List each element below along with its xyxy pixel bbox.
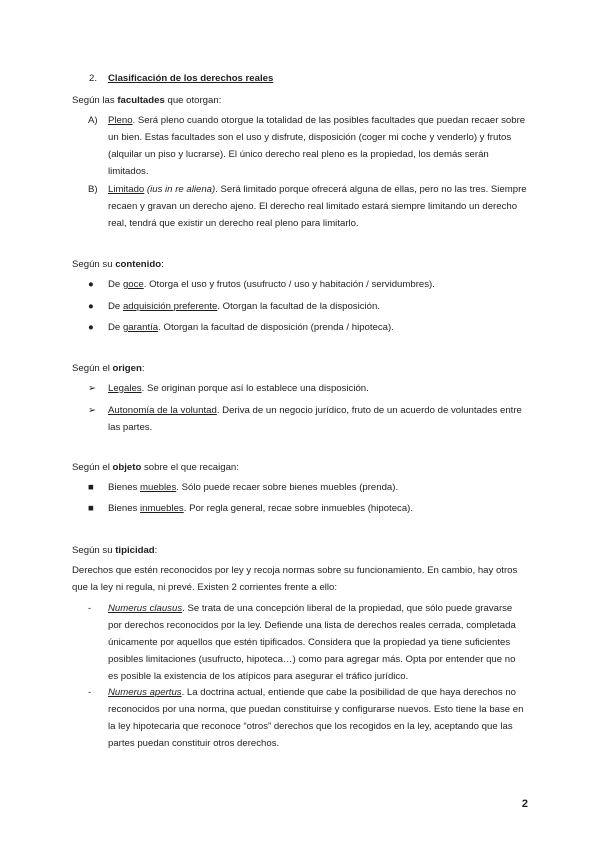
dash-bullet: - [88,687,92,698]
list-item: ● De garantía. Otorgan la facultad de disposición (prenda / hipoteca). [72,319,528,336]
list-marker: A) [88,115,98,126]
dash-bullet: - [88,603,92,614]
list-marker: B) [88,184,98,195]
list-item: ● De adquisición preferente. Otorgan la facultad de la disposición. [72,298,528,315]
bullet-icon: ● [88,279,94,290]
objeto-intro: Según el objeto sobre el que recaigan: [72,462,239,473]
square-bullet-icon: ■ [88,503,94,514]
bullet-icon: ● [88,322,94,333]
square-bullet-icon: ■ [88,482,94,493]
list-item: A) Pleno. Será pleno cuando otorgue la totalidad de las posibles facultades que puedan recaer sobre un bien. Estas facultades son el uso y disfrute, disposición (coger mi coche y venderlo) y frutos (alquilar un piso y lucrarse). El único derecho real pleno es la propiedad, los demás serán limitados. [72,112,528,180]
tipicidad-paragraph: Derechos que estén reconocidos por ley y recoja normas sobre su funcionamiento. En cambio, hay otros que la ley ni regula, ni prevé. Existen 2 corrientes frente a ello: [72,565,518,593]
arrow-bullet-icon: ➢ [88,383,97,394]
page-number: 2 [521,798,528,810]
section-title: Clasificación de los derechos reales [108,73,274,84]
list-item: ■ Bienes inmuebles. Por regla general, recae sobre inmuebles (hipoteca). [72,500,528,517]
list-item: ➢ Legales. Se originan porque así lo establece una disposición. [72,380,528,397]
list-item: ● De goce. Otorga el uso y frutos (usufructo / uso y habitación / servidumbres). [72,276,528,293]
list-item: - Numerus clausus. Se trata de una concepción liberal de la propiedad, que sólo puede gravarse por derechos reconocidos por la ley. Defiende una lista de derechos reales cerrada, completada únicamente por aquellos que estén tipificados. Considera que la propiedad ya tiene suficientes posibles limitaciones (usufructo, hipoteca…) como para agregar más. Opta por entender que no es posible la existencia de los atípicos para asegurar el tráfico jurídico. [72,600,528,685]
section-heading [72,70,528,87]
section-number: 2. [89,73,98,84]
list-item: ➢ Autonomía de la voluntad. Deriva de un negocio jurídico, fruto de un acuerdo de voluntades entre las partes. [72,402,528,436]
contenido-intro: Según su contenido: [72,259,164,270]
facultades-intro: Según las facultades que otorgan: [72,95,222,106]
tipicidad-intro: Según su tipicidad: [72,545,158,556]
list-item: ■ Bienes muebles. Sólo puede recaer sobre bienes muebles (prenda). [72,479,528,496]
list-item: - Numerus apertus. La doctrina actual, entiende que cabe la posibilidad de que haya derechos no reconocidos por una norma, que puedan constituirse y configurarse nuevos. Esto tiene la base en la ley hipotecaria que reconoce “otros” derechos que los recogidos en la ley, aceptando que las partes puedan constituir otros derechos. [72,684,528,752]
origen-intro: Según el origen: [72,363,145,374]
list-item: B) Limitado (ius in re aliena). Será limitado porque ofrecerá alguna de ellas, pero no las tres. Siempre recaen y gravan un derecho ajeno. El derecho real limitado estará siempre limitando un derecho real, tendrá que existir un derecho real pleno para limitarlo. [72,181,528,232]
bullet-icon: ● [88,301,94,312]
arrow-bullet-icon: ➢ [88,405,97,416]
